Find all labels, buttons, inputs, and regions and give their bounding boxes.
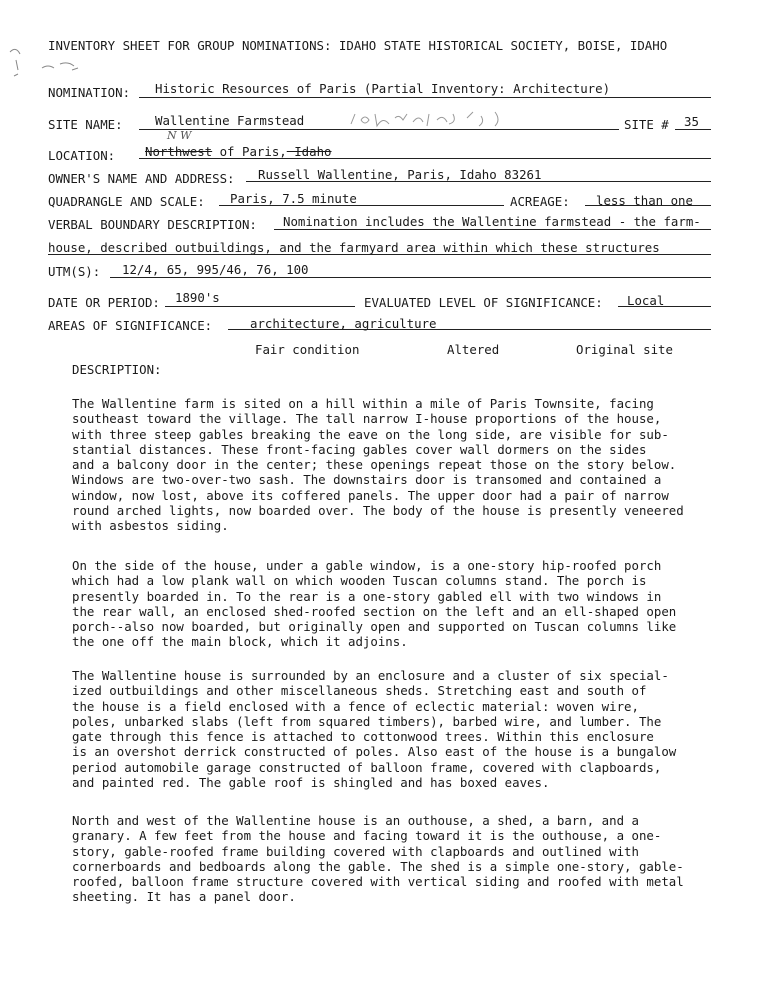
altered-text: Altered bbox=[447, 342, 500, 357]
handwritten-scribble-icon bbox=[345, 106, 515, 130]
text-line: and a balcony door in the center; these openings repeat those on the story below. bbox=[72, 457, 677, 473]
areas-label: AREAS OF SIGNIFICANCE: bbox=[48, 318, 213, 333]
description-label: DESCRIPTION: bbox=[72, 362, 162, 377]
text-line: The Wallentine house is surrounded by an enclosure and a cluster of six special- bbox=[72, 668, 669, 683]
site-number-label: SITE # bbox=[624, 117, 669, 132]
text-line: sheeting. It has a panel door. bbox=[72, 889, 296, 905]
description-paragraph-4 bbox=[72, 813, 752, 905]
date-underline bbox=[165, 306, 355, 307]
quadrangle-label: QUADRANGLE AND SCALE: bbox=[48, 194, 205, 209]
acreage-underline bbox=[585, 205, 711, 206]
location-handwritten-note: N W bbox=[167, 129, 192, 142]
description-paragraph-3 bbox=[72, 668, 752, 790]
utm-label: UTM(S): bbox=[48, 264, 101, 279]
date-value: 1890's bbox=[175, 290, 220, 305]
acreage-value: less than one bbox=[596, 193, 693, 208]
text-line: granary. A few feet from the house and facing toward it is the outhouse, a one- bbox=[72, 828, 662, 844]
site-name-underline bbox=[139, 129, 619, 130]
site-name-label: SITE NAME: bbox=[48, 117, 123, 132]
text-line: porch--also now boarded, but originally open and supported on Tuscan columns like bbox=[72, 619, 677, 635]
boundary-underline-2 bbox=[48, 254, 711, 255]
areas-value: architecture, agriculture bbox=[250, 316, 437, 331]
site-name-value: Wallentine Farmstead bbox=[155, 113, 305, 128]
text-line: Windows are two-over-two sash. The downstairs door is transomed and contained a bbox=[72, 472, 662, 488]
significance-underline bbox=[618, 306, 711, 307]
text-line: North and west of the Wallentine house is an outhouse, a shed, a barn, and a bbox=[72, 813, 639, 828]
text-line: the rear wall, an enclosed shed-roofed section on the left and an ell-shaped open bbox=[72, 603, 677, 619]
text-line: poles, unbarked slabs (left from squared timbers), barbed wire, and lumber. The bbox=[72, 713, 662, 729]
text-line: ized outbuildings and other miscellaneous sheds. Stretching east and south of bbox=[72, 683, 647, 699]
location-value bbox=[145, 144, 332, 159]
site-number-underline bbox=[675, 129, 711, 130]
utm-value: 12/4, 65, 995/46, 76, 100 bbox=[122, 262, 309, 277]
date-label: DATE OR PERIOD: bbox=[48, 295, 160, 310]
owner-underline bbox=[246, 181, 711, 182]
boundary-line-1: Nomination includes the Wallentine farmstead - the farm- bbox=[283, 214, 701, 229]
owner-label: OWNER'S NAME AND ADDRESS: bbox=[48, 171, 235, 186]
boundary-underline-1 bbox=[274, 229, 711, 230]
nomination-label: NOMINATION: bbox=[48, 85, 131, 100]
significance-value: Local bbox=[627, 293, 665, 308]
text-line: On the side of the house, under a gable window, is a one-story hip-roofed porch bbox=[72, 558, 662, 573]
text-line: the one off the main block, which it adjoins. bbox=[72, 634, 408, 650]
location-struck-text-2: Idaho bbox=[286, 144, 332, 159]
areas-underline bbox=[228, 329, 711, 330]
text-line: and painted red. The gable roof is shingled and has boxed eaves. bbox=[72, 775, 550, 791]
text-line: The Wallentine farm is sited on a hill within a mile of Paris Townsite, facing bbox=[72, 396, 654, 411]
text-line: southeast toward the village. The tall narrow I-house proportions of the house, bbox=[72, 411, 662, 427]
text-line: presently boarded in. To the rear is a one-story gabled ell with two windows in bbox=[72, 588, 662, 604]
site-number-value: 35 bbox=[684, 114, 699, 129]
text-line: window, now lost, above its coffered panels. The upper door had a pair of narrow bbox=[72, 487, 669, 503]
text-line: roofed, balloon frame structure covered with vertical siding and roofed with metal bbox=[72, 874, 684, 890]
text-line: with asbestos siding. bbox=[72, 518, 229, 534]
quadrangle-underline bbox=[219, 205, 504, 206]
text-line: with three steep gables breaking the eave on the long side, are visible for sub- bbox=[72, 426, 669, 442]
description-paragraph-1 bbox=[72, 396, 752, 534]
utm-underline bbox=[110, 277, 711, 278]
significance-label: EVALUATED LEVEL OF SIGNIFICANCE: bbox=[364, 295, 603, 310]
nomination-underline bbox=[139, 97, 711, 98]
nomination-value: Historic Resources of Paris (Partial Inventory: Architecture) bbox=[155, 81, 611, 96]
text-line: which had a low plank wall on which wooden Tuscan columns stand. The porch is bbox=[72, 573, 647, 589]
text-line: story, gable-roofed frame building covered with clapboards and outlined with bbox=[72, 843, 639, 859]
text-line: cornerboards and bedboards along the gable. The shed is a simple one-story, gable- bbox=[72, 858, 684, 874]
text-line: period automobile garage constructed of balloon frame, covered with clapboards, bbox=[72, 759, 662, 775]
text-line: gate through this fence is attached to cottonwood trees. Within this enclosure bbox=[72, 729, 654, 745]
owner-value: Russell Wallentine, Paris, Idaho 83261 bbox=[258, 167, 542, 182]
description-paragraph-2 bbox=[72, 558, 752, 650]
quadrangle-value: Paris, 7.5 minute bbox=[230, 191, 357, 206]
text-line: is an overshot derrick constructed of poles. Also east of the house is a bungalow bbox=[72, 744, 677, 760]
site-status-text: Original site bbox=[576, 342, 673, 357]
text-line: round arched lights, now boarded over. The body of the house is presently veneered bbox=[72, 503, 684, 519]
location-struck-text: Northwest bbox=[145, 144, 213, 159]
form-header: INVENTORY SHEET FOR GROUP NOMINATIONS: IDAHO STATE HISTORICAL SOCIETY, BOISE, IDAHO bbox=[48, 38, 668, 53]
condition-text: Fair condition bbox=[255, 342, 360, 357]
location-label: LOCATION: bbox=[48, 148, 116, 163]
location-underline bbox=[139, 158, 711, 159]
text-line: the house is a field enclosed with a fence of eclectic material: woven wire, bbox=[72, 698, 639, 714]
boundary-line-2: house, described outbuildings, and the farmyard area within which these structures bbox=[48, 240, 660, 255]
location-text: of Paris, bbox=[212, 144, 287, 159]
text-line: stantial distances. These front-facing gables cover wall dormers on the sides bbox=[72, 441, 647, 457]
acreage-label: ACREAGE: bbox=[510, 194, 570, 209]
boundary-label: VERBAL BOUNDARY DESCRIPTION: bbox=[48, 217, 257, 232]
